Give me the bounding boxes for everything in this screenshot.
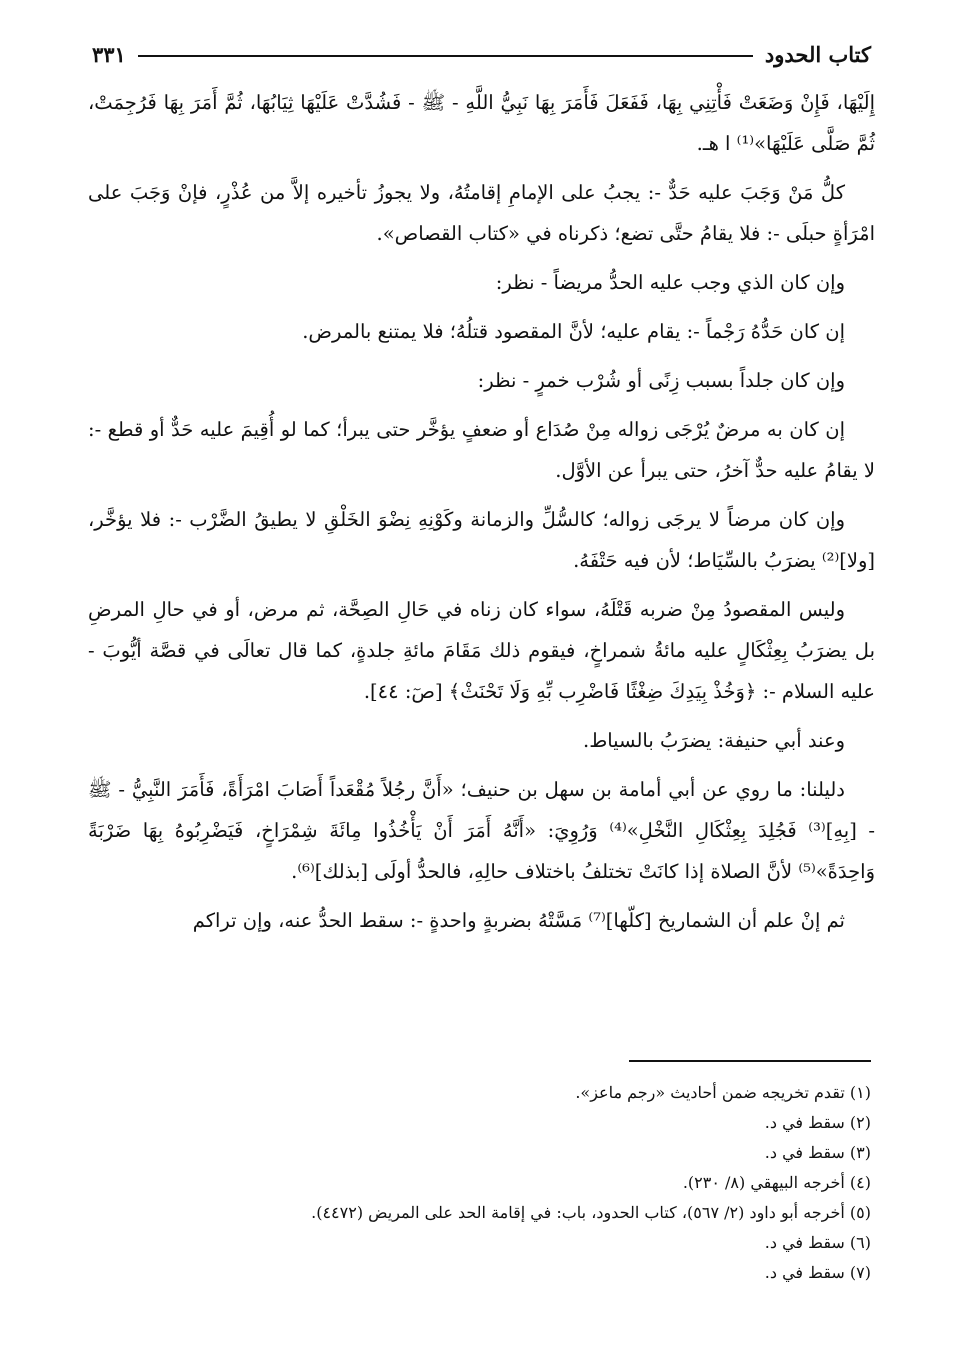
page-number: ٣٣١ — [92, 41, 126, 67]
paragraph-evidence: دليلنا: ما روي عن أبي أمامة بن سهل بن حنيف؛ «أَنَّ رجُلاً مُقْعَداً أَصَابَ امْرَأَةً، فَأَمَرَ النَّبِيُّ - ﷺ - [بِهِ]⁽³⁾ فَجُلِدَ بِعِثْكَالِ النَّخْلِ»⁽⁴⁾ وَرُوِيَ: «أَنَّهُ أَمَرَ أَنْ يَأْخُذُوا مِائَةَ شِمْرَاخٍ، فَيَضْرِبُوهُ بِهَا ضَرْبَةً وَاحِدَةً»⁽⁵⁾ لأنَّ الصلاة إذا كانَتْ تختلفُ باختلاف حالِهِ، فالحدُّ أولَى [بذلك]⁽⁶⁾. — [88, 778, 876, 883]
chapter-title: كتاب الحدود — [764, 41, 871, 67]
paragraph-abu-hanifa: وعند أبي حنيفة: يضرَبُ بالسياط. — [583, 729, 845, 752]
footnote: (٣) سقط في د. — [764, 1143, 871, 1162]
paragraph-shamarikh: ثم إنْ علم أن الشماريخ [كلّها]⁽⁷⁾ مَسَّتْهُ بضربةٍ واحدةٍ -: سقط الحدُّ عنه، وإن تراكم — [192, 909, 845, 932]
footnote-separator — [629, 1060, 871, 1062]
footnote: (٥) أخرجه أبو داود (٢/ ٥٦٧)، كتاب الحدود، باب: في إقامة الحد على المريض (٤٤٧٢). — [311, 1203, 871, 1222]
paragraph-continuation: إِلَيْهَا، فَإِنْ وَضَعَتْ فَأْتِنِي بِهَا، فَفَعَلَ فَأَمَرَ بِهَا نَبِيُّ اللَّهِ - ﷺ - فَشُدَّتْ عَلَيْهَا ثِيَابُهَا، ثُمَّ أَمَرَ بِهَا فَرُجِمَتْ، ثُمَّ صَلَّى عَلَيْهَا»⁽¹⁾ ا هـ. — [88, 91, 875, 155]
paragraph-sick-offender: وإن كان الذي وجب عليه الحدُّ مريضاً - نظر: — [495, 271, 845, 294]
paragraph-curable-illness: إن كان به مرضٌ يُرْجَى زواله مِنْ صُدَاع أو ضعفٍ يؤخَّر حتى يبرأ؛ كما لو أُقِيمَ عليه حَدٌّ أو قطع -: لا يقامُ عليه حدٌّ آخرُ، حتى يبرأ عن الأوَّل. — [88, 418, 875, 482]
footnote: (١) تقدم تخريجه ضمن أحاديث «رجم ماعز». — [575, 1083, 871, 1102]
main-text — [88, 82, 875, 949]
footnote: (٦) سقط في د. — [764, 1233, 871, 1252]
footnote: (٤) أخرجه البيهقي (٨/ ٢٣٠). — [682, 1173, 871, 1192]
paragraph-stoning: إن كان حَدُّهُ رَجْماً -: يقام عليه؛ لأنَّ المقصود قتلُهُ؛ فلا يمتنع بالمرض. — [302, 320, 845, 343]
paragraph-incurable-illness: وإن كان مرضاً لا يرجَى زواله؛ كالسُّلِّ والزمانة وكَوْنِهِ نِضْوَ الخَلْقِ لا يطيقُ الضَّرْب -: فلا يؤخَّر، [ولا]⁽²⁾ يضرَبُ بالسِّيَاط؛ لأن فيه حَتْفَهُ. — [88, 508, 875, 572]
footnotes — [92, 1078, 871, 1288]
paragraph-purpose: وليس المقصودُ مِنْ ضربه قَتْلَهُ، سواء كان زناه في حَالِ الصِحَّة، ثم مرض، أو في حالِ المرضِ بل يضرَبُ بِعِثْكَالٍ عليه مائةُ شمراخٍ، فيقوم ذلك مَقَامَ مائةِ جلدةٍ، كما قال تعالَى في قصَّة أيُّوبَ - عليه السلام -: ﴿وَخُذْ بِيَدِكَ ضِغْثًا فَاضْرِب بِّهِ وَلَا تَحْنَثْ﴾ [صٓ: ٤٤]. — [88, 598, 875, 703]
page-header — [92, 32, 871, 76]
header-rule — [138, 55, 753, 57]
footnote: (٧) سقط في د. — [764, 1263, 871, 1282]
paragraph-flogging: وإن كان جلداً بسبب زِنًى أو شُرْب خمرٍ - نظر: — [477, 369, 845, 392]
footnote: (٢) سقط في د. — [764, 1113, 871, 1132]
paragraph-rule-delay-hadd: كلُّ مَنْ وَجَبَ عليه حَدٌّ -: يجبُ على الإمامِ إقامتُهُ، ولا يجوزُ تأخيره إلاَّ من عُذْرٍ، فإنْ وَجَبَ على امْرَأةٍ حبلَى -: فلا يقامُ حتَّى تضع؛ ذكرناه في «كتاب القصاص». — [88, 181, 875, 245]
